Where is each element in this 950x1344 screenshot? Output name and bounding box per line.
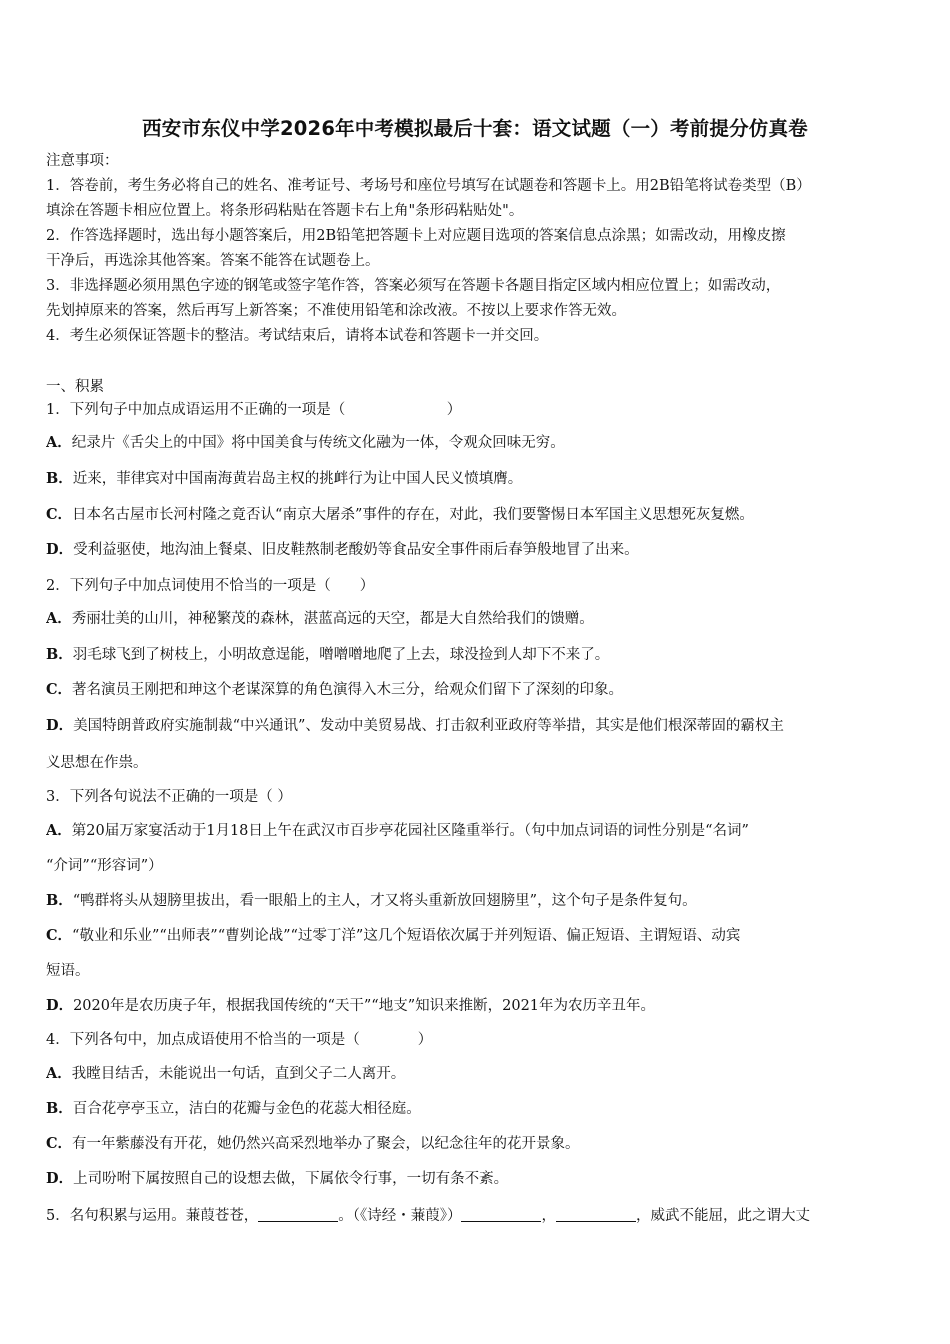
option-text: 上司吩咐下属按照自己的设想去做，下属依令行事，一切有条不紊。: [73, 1171, 509, 1187]
answer-blank: [461, 1207, 541, 1222]
question-1-stem: 1．下列句子中加点成语运用不正确的一项是（ ）: [46, 402, 462, 418]
notice-heading: 注意事项：: [46, 153, 119, 169]
notice-line: 1．答卷前，考生务必将自己的姓名、准考证号、考场号和座位号填写在试题卷和答题卡上。用2B铅笔将试卷类型（B）: [46, 178, 811, 194]
option-label: B．: [46, 892, 73, 909]
option-text: 有一年紫藤没有开花，她仍然兴高采烈地举办了聚会，以纪念往年的花开景象。: [72, 1136, 580, 1152]
option-text: 近来，菲律宾对中国南海黄岩岛主权的挑衅行为让中国人民义愤填膺。: [72, 471, 523, 487]
question-2-option-b: [46, 645, 908, 665]
question-2-option-c: [46, 680, 908, 700]
question-5-text: ，威武不能屈，此之谓大丈: [635, 1208, 810, 1224]
question-3-option-c-cont: 短语。: [46, 963, 90, 979]
question-4-stem: 4．下列各句中，加点成语使用不恰当的一项是（ ）: [46, 1032, 433, 1048]
option-text: 秀丽壮美的山川，神秘繁茂的森林，湛蓝高远的天空，都是大自然给我们的馈赠。: [71, 611, 594, 627]
question-1-option-c: [46, 505, 908, 525]
section-heading: 一、积累: [46, 379, 104, 395]
question-1-option-b: [46, 469, 908, 489]
option-text: 著名演员王刚把和珅这个老谋深算的角色演得入木三分，给观众们留下了深刻的印象。: [72, 682, 624, 698]
question-5-stem: [46, 1206, 908, 1226]
option-text: 羽毛球飞到了树枝上，小明故意逞能，噌噌噌地爬了上去，球没捡到人却下不来了。: [72, 647, 610, 663]
notice-line: 4．考生必须保证答题卡的整洁。考试结束后，请将本试卷和答题卡一并交回。: [46, 328, 549, 344]
option-label: B．: [46, 1100, 73, 1117]
notice-line: 填涂在答题卡相应位置上。将条形码粘贴在答题卡右上角"条形码粘贴处"。: [46, 203, 524, 219]
option-label: A．: [46, 822, 72, 839]
question-2-stem: 2．下列句子中加点词使用不恰当的一项是（ ）: [46, 578, 375, 594]
question-4-option-c: [46, 1134, 908, 1154]
answer-blank: [258, 1207, 338, 1222]
option-label: D．: [46, 541, 74, 558]
option-label: B．: [46, 646, 73, 663]
option-label: D．: [46, 1170, 74, 1187]
question-2-option-a: [46, 609, 908, 629]
question-4-option-b: [46, 1099, 908, 1119]
question-3-option-b: [46, 891, 908, 911]
question-4-option-d: [46, 1169, 908, 1189]
option-label: C．: [46, 927, 73, 944]
question-1-option-d: [46, 540, 908, 560]
option-label: A．: [46, 1065, 72, 1082]
option-text: 第20届万家宴活动于1月18日上午在武汉市百步亭花园社区隆重举行。（句中加点词语的词性分别是“名词”: [71, 823, 749, 839]
question-5-text: 5．名句积累与运用。蒹葭苍苍，: [46, 1208, 259, 1224]
option-label: C．: [46, 1135, 73, 1152]
notice-line: 2．作答选择题时，选出每小题答案后，用2B铅笔把答题卡上对应题目选项的答案信息点涂黑；如需改动，用橡皮擦: [46, 228, 786, 244]
question-5-text: 。（《诗经・蒹葭》）: [338, 1208, 462, 1224]
exam-title: 西安市东仪中学2026年中考模拟最后十套：语文试题（一）考前提分仿真卷: [142, 117, 808, 140]
option-label: C．: [46, 681, 73, 698]
option-label: D．: [46, 717, 74, 734]
option-label: D．: [46, 997, 74, 1014]
notice-line: 先划掉原来的答案，然后再写上新答案；不准使用铅笔和涂改液。不按以上要求作答无效。: [46, 303, 626, 319]
option-text: “鸭群将头从翅膀里拔出，看一眼船上的主人，才又将头重新放回翅膀里”，这个句子是条件复句。: [72, 893, 697, 909]
question-3-option-a: [46, 821, 908, 841]
option-label: C．: [46, 506, 73, 523]
option-label: B．: [46, 470, 73, 487]
question-5-text: ，: [541, 1208, 556, 1224]
option-text: 纪录片《舌尖上的中国》将中国美食与传统文化融为一体，令观众回味无穷。: [71, 435, 565, 451]
option-text: 美国特朗普政府实施制裁“中兴通讯”、发动中美贸易战、打击叙利亚政府等举措，其实是他们根深蒂固的霸权主: [73, 718, 784, 734]
question-2-option-d-cont: 义思想在作祟。: [46, 755, 148, 771]
question-1-option-a: [46, 433, 908, 453]
question-3-stem: 3．下列各句说法不正确的一项是（ ）: [46, 789, 292, 805]
option-label: A．: [46, 434, 72, 451]
question-2-option-d: [46, 716, 908, 736]
question-4-option-a: [46, 1064, 908, 1084]
question-3-option-d: [46, 996, 908, 1016]
notice-line: 干净后，再选涂其他答案。答案不能答在试题卷上。: [46, 253, 380, 269]
option-text: 受利益驱使，地沟油上餐桌、旧皮鞋熬制老酸奶等食品安全事件雨后春笋般地冒了出来。: [73, 542, 639, 558]
answer-blank: [556, 1207, 636, 1222]
option-text: “敬业和乐业”“出师表”“曹刿论战”“过零丁洋”这几个短语依次属于并列短语、偏正短语、主谓短语、动宾: [72, 928, 741, 944]
option-text: 2020年是农历庚子年，根据我国传统的“天干”“地支”知识来推断，2021年为农历辛丑年。: [73, 998, 656, 1014]
notice-line: 3．非选择题必须用黑色字迹的钢笔或签字笔作答，答案必须写在答题卡各题目指定区域内相应位置上；如需改动，: [46, 278, 781, 294]
question-3-option-c: [46, 926, 908, 946]
option-text: 日本名古屋市长河村隆之竟否认“南京大屠杀”事件的存在，对此，我们要警惕日本军国主义思想死灰复燃。: [72, 507, 754, 523]
option-label: A．: [46, 610, 72, 627]
option-text: 百合花亭亭玉立，洁白的花瓣与金色的花蕊大相径庭。: [72, 1101, 421, 1117]
option-text: 我瞠目结舌，未能说出一句话，直到父子二人离开。: [71, 1066, 406, 1082]
question-3-option-a-cont: “介词”“形容词”）: [46, 858, 163, 874]
